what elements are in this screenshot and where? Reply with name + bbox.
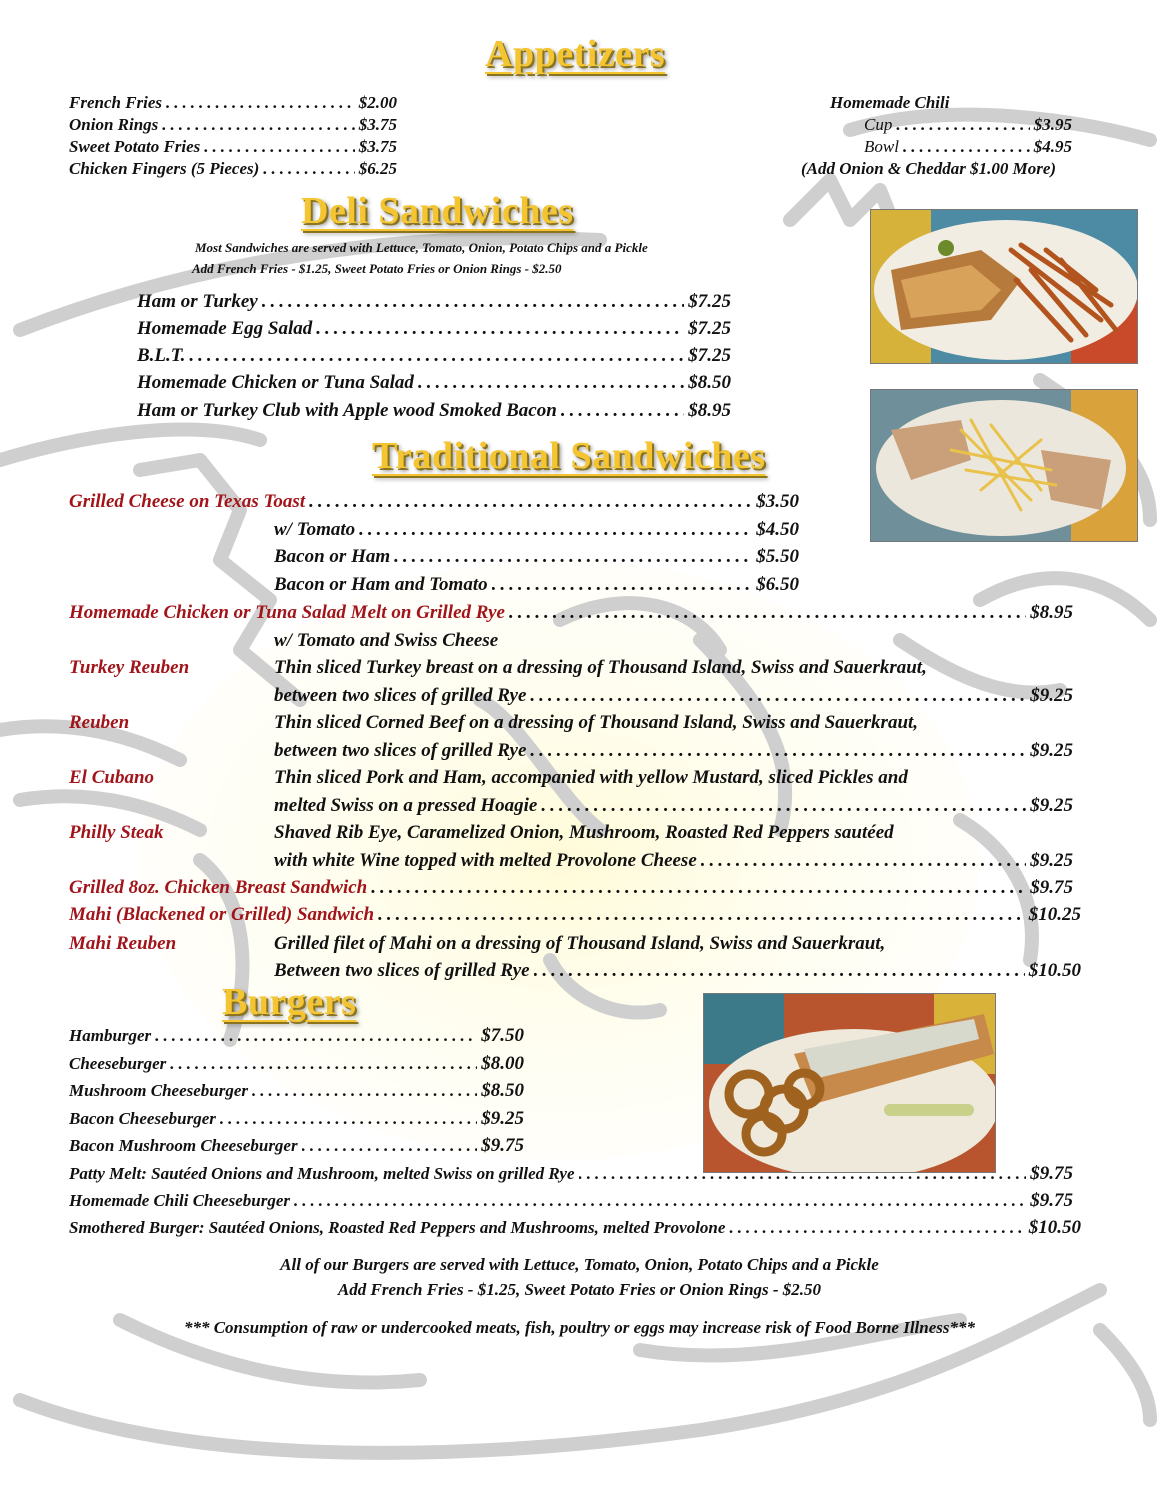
- leader-dots: [530, 740, 1026, 762]
- deli-item: [137, 291, 731, 318]
- el-cubano-item: [274, 795, 1073, 822]
- item-name: Homemade Chili Cheeseburger: [69, 1191, 290, 1210]
- leader-dots: [359, 519, 752, 541]
- item-price: $9.75: [1030, 877, 1073, 898]
- leader-dots: [155, 1026, 477, 1046]
- mahi-reuben-name: Mahi Reuben: [69, 933, 177, 954]
- deli-note-1: Most Sandwiches are served with Lettuce, Tomato, Onion, Potato Chips and a Pickle: [195, 240, 648, 255]
- tuna-melt-item: [69, 602, 1073, 629]
- chili-bowl-item: [864, 137, 1072, 159]
- deli-heading: Deli Sandwiches: [301, 190, 574, 232]
- leader-dots: [263, 159, 354, 179]
- burger-item: [69, 1135, 524, 1162]
- item-price: $2.00: [358, 93, 397, 112]
- philly-steak-item: [274, 850, 1073, 877]
- item-price: $5.50: [756, 546, 799, 567]
- deli-note-2: Add French Fries - $1.25, Sweet Potato Fries or Onion Rings - $2.50: [192, 261, 562, 276]
- item-price: $9.75: [1030, 1190, 1073, 1211]
- appetizer-item: [69, 137, 397, 159]
- burger-item: [69, 1025, 524, 1052]
- traditional-heading: Traditional Sandwiches: [372, 435, 766, 477]
- reuben-name: Reuben: [69, 712, 130, 733]
- item-price: $6.50: [756, 574, 799, 595]
- leader-dots: [294, 1191, 1026, 1211]
- item-name: Smothered Burger: Sautéed Onions, Roasted Red Peppers and Mushrooms, melted Provolone: [69, 1218, 726, 1237]
- item-price: $8.95: [688, 400, 731, 421]
- leader-dots: [170, 1054, 477, 1074]
- leader-dots: [579, 1164, 1027, 1184]
- leader-dots: [220, 1109, 477, 1129]
- leader-dots: [302, 1136, 478, 1156]
- chicken-breast-item: [69, 877, 1073, 904]
- philly-steak-desc: Shaved Rib Eye, Caramelized Onion, Mushroom, Roasted Red Peppers sautéed: [274, 822, 894, 843]
- grilled-cheese-option: [274, 574, 799, 601]
- item-name: Mahi (Blackened or Grilled) Sandwich: [69, 904, 375, 925]
- burger-wide-item: [69, 1190, 1073, 1217]
- item-price: $7.25: [688, 318, 731, 339]
- burger-item: [69, 1080, 524, 1107]
- item-price: $7.25: [688, 291, 731, 312]
- item-price: $9.25: [1030, 685, 1073, 706]
- item-name: w/ Tomato: [274, 519, 356, 540]
- item-name: Ham or Turkey: [137, 291, 258, 312]
- item-name: Bacon or Ham and Tomato: [274, 574, 488, 595]
- grilled-cheese-option: [274, 546, 799, 573]
- grilled-cheese-item: [69, 491, 799, 518]
- leader-dots: [378, 904, 1025, 926]
- club-sandwich-photo: [870, 389, 1138, 542]
- item-name: Cheeseburger: [69, 1054, 167, 1073]
- leader-dots: [530, 685, 1026, 707]
- food-safety-disclaimer: *** Consumption of raw or undercooked meats, fish, poultry or eggs may increase risk of Food Borne Illness***: [183, 1318, 976, 1337]
- burger-item: [69, 1053, 524, 1080]
- item-price: $8.95: [1030, 602, 1073, 623]
- leader-dots: [166, 93, 355, 113]
- mahi-sandwich-item: [69, 904, 1081, 931]
- leader-dots: [896, 115, 1029, 135]
- turkey-reuben-name: Turkey Reuben: [69, 657, 190, 678]
- leader-dots: [162, 115, 354, 135]
- leader-dots: [394, 546, 752, 568]
- leader-dots: [492, 574, 753, 596]
- reuben-desc: Thin sliced Corned Beef on a dressing of Thousand Island, Swiss and Sauerkraut,: [274, 712, 919, 733]
- item-price: $3.95: [1033, 115, 1072, 134]
- item-name: Ham or Turkey Club with Apple wood Smoked Bacon: [137, 400, 557, 421]
- deli-item: [137, 372, 731, 399]
- item-price: $7.25: [688, 345, 731, 366]
- philly-steak-name: Philly Steak: [69, 822, 164, 843]
- leader-dots: [729, 1218, 1024, 1238]
- item-name: French Fries: [69, 93, 163, 112]
- item-price: $10.50: [1028, 960, 1081, 981]
- leader-dots: [371, 877, 1026, 899]
- chili-cup-item: [864, 115, 1072, 137]
- item-name: Grilled Cheese on Texas Toast: [69, 491, 306, 512]
- deli-item: [137, 345, 731, 372]
- burger-item: [69, 1108, 524, 1135]
- appetizer-item: [69, 93, 397, 115]
- appetizers-heading: Appetizers: [485, 33, 666, 75]
- item-desc: between two slices of grilled Rye: [274, 685, 527, 706]
- item-price: $9.75: [481, 1135, 524, 1156]
- item-price: $10.50: [1028, 1217, 1081, 1238]
- item-name: Homemade Chicken or Tuna Salad Melt on Grilled Rye: [69, 602, 505, 623]
- item-name: Patty Melt: Sautéed Onions and Mushroom, melted Swiss on grilled Rye: [69, 1164, 575, 1183]
- item-name: Chicken Fingers (5 Pieces): [69, 159, 260, 178]
- deli-item: [137, 318, 731, 345]
- item-price: $4.95: [1033, 137, 1072, 156]
- leader-dots: [189, 345, 684, 367]
- el-cubano-name: El Cubano: [69, 767, 155, 788]
- item-name: Bacon Cheeseburger: [69, 1109, 216, 1128]
- appetizer-item: [69, 159, 397, 181]
- item-price: $9.75: [1030, 1163, 1073, 1184]
- sandwich-fries-photo: [870, 209, 1138, 364]
- item-desc: melted Swiss on a pressed Hoagie: [274, 795, 538, 816]
- item-name: Mushroom Cheeseburger: [69, 1081, 249, 1100]
- grilled-cheese-option: [274, 519, 799, 546]
- mahi-reuben-desc: Grilled filet of Mahi on a dressing of Thousand Island, Swiss and Sauerkraut,: [274, 933, 886, 954]
- mahi-reuben-item: [274, 960, 1081, 987]
- el-cubano-desc: Thin sliced Pork and Ham, accompanied with yellow Mustard, sliced Pickles and: [274, 767, 908, 788]
- tuna-melt-sub: w/ Tomato and Swiss Cheese: [274, 630, 499, 651]
- burger-wide-item: [69, 1163, 1073, 1190]
- burgers-note-2: Add French Fries - $1.25, Sweet Potato Fries or Onion Rings - $2.50: [337, 1280, 822, 1299]
- leader-dots: [701, 850, 1026, 872]
- item-price: $9.25: [481, 1108, 524, 1129]
- item-desc: between two slices of grilled Rye: [274, 740, 527, 761]
- leader-dots: [204, 137, 354, 157]
- turkey-reuben-item: [274, 685, 1073, 712]
- leader-dots: [309, 491, 752, 513]
- item-name: Cup: [864, 115, 893, 134]
- sandwich-onion-rings-photo: [703, 993, 996, 1173]
- leader-dots: [903, 137, 1030, 157]
- leader-dots: [418, 372, 684, 394]
- leader-dots: [509, 602, 1026, 624]
- item-name: Bacon or Ham: [274, 546, 391, 567]
- item-price: $8.50: [688, 372, 731, 393]
- item-name: Homemade Egg Salad: [137, 318, 313, 339]
- item-name: Bowl: [864, 137, 899, 156]
- burger-wide-item: [69, 1217, 1081, 1244]
- item-desc: Between two slices of grilled Rye: [274, 960, 530, 981]
- item-price: $8.50: [481, 1080, 524, 1101]
- item-price: $9.25: [1030, 795, 1073, 816]
- burgers-heading: Burgers: [222, 981, 357, 1023]
- leader-dots: [534, 960, 1025, 982]
- appetizer-item: [69, 115, 397, 137]
- item-price: $3.50: [756, 491, 799, 512]
- chili-title: Homemade Chili: [830, 93, 950, 112]
- item-name: Bacon Mushroom Cheeseburger: [69, 1136, 298, 1155]
- item-price: $4.50: [756, 519, 799, 540]
- item-price: $8.00: [481, 1053, 524, 1074]
- item-desc: with white Wine topped with melted Provolone Cheese: [274, 850, 697, 871]
- deli-item: [137, 400, 731, 427]
- item-name: Grilled 8oz. Chicken Breast Sandwich: [69, 877, 368, 898]
- item-price: $7.50: [481, 1025, 524, 1046]
- reuben-item: [274, 740, 1073, 767]
- leader-dots: [262, 291, 685, 313]
- leader-dots: [541, 795, 1026, 817]
- item-name: Sweet Potato Fries: [69, 137, 201, 156]
- leader-dots: [252, 1081, 477, 1101]
- burgers-note-1: All of our Burgers are served with Lettuce, Tomato, Onion, Potato Chips and a Pickle: [280, 1255, 879, 1274]
- item-name: B.L.T.: [137, 345, 186, 366]
- turkey-reuben-desc: Thin sliced Turkey breast on a dressing of Thousand Island, Swiss and Sauerkraut,: [274, 657, 927, 678]
- item-price: $3.75: [358, 137, 397, 156]
- item-price: $9.25: [1030, 740, 1073, 761]
- leader-dots: [561, 400, 684, 422]
- item-name: Hamburger: [69, 1026, 152, 1045]
- item-name: Onion Rings: [69, 115, 159, 134]
- chili-note: (Add Onion & Cheddar $1.00 More): [801, 159, 1057, 178]
- item-price: $3.75: [358, 115, 397, 134]
- leader-dots: [316, 318, 684, 340]
- item-price: $9.25: [1030, 850, 1073, 871]
- item-price: $10.25: [1028, 904, 1081, 925]
- item-price: $6.25: [358, 159, 397, 178]
- item-name: Homemade Chicken or Tuna Salad: [137, 372, 414, 393]
